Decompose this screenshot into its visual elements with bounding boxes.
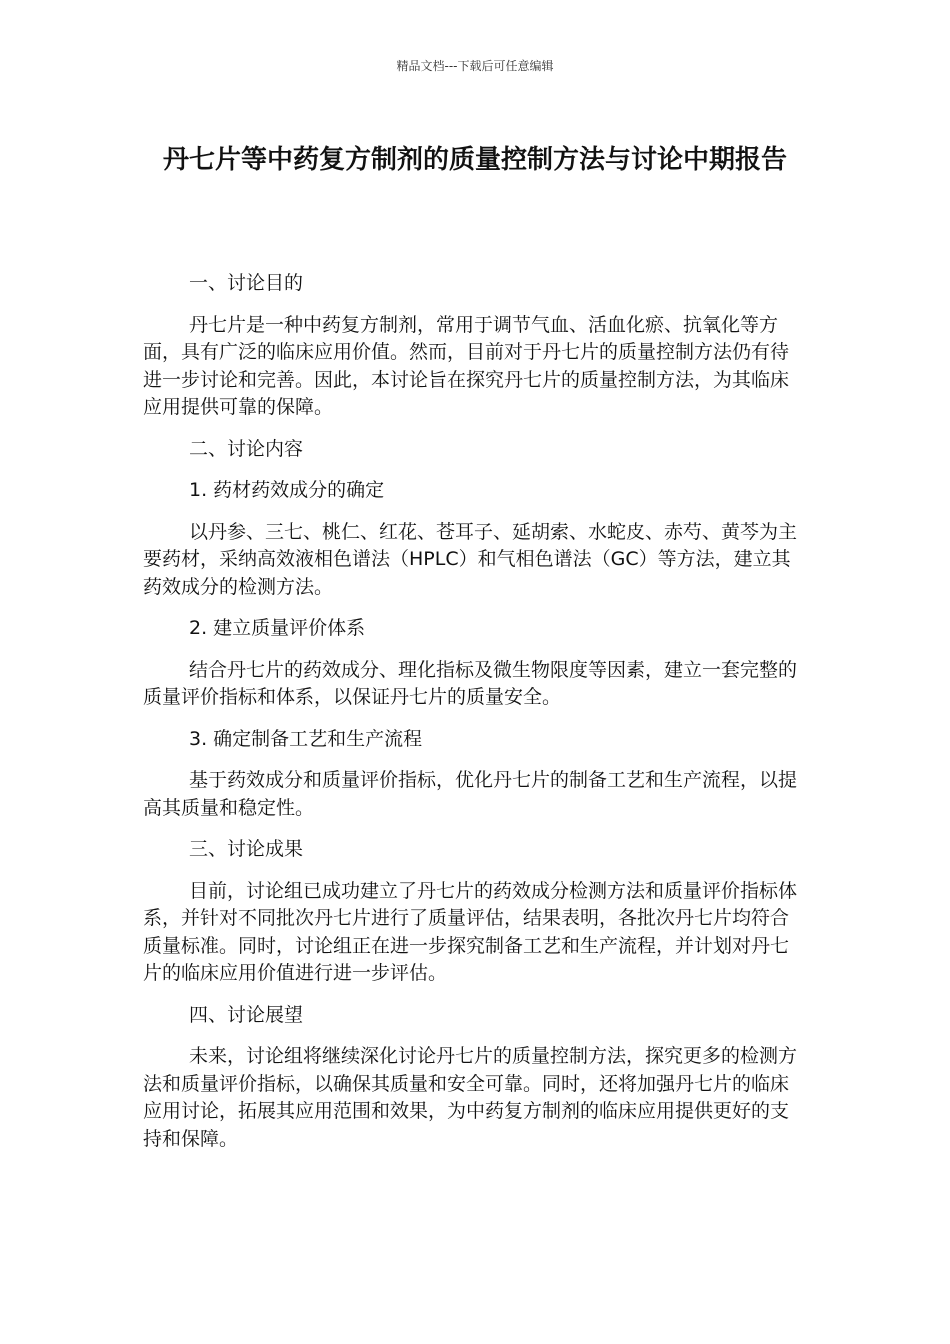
paragraph-outlook: 未来，讨论组将继续深化讨论丹七片的质量控制方法，探究更多的检测方法和质量评价指标，以确保其质量和安全可靠。同时，还将加强丹七片的临床应用讨论，拓展其应用范围和效果，为中药复方制剂的临床应用提供更好的支持和保障。 [143, 1045, 798, 1150]
paragraph-ingredients: 以丹参、三七、桃仁、红花、苍耳子、延胡索、水蛇皮、赤芍、黄芩为主要药材，采纳高效液相色谱法（HPLC）和气相色谱法（GC）等方法，建立其药效成分的检测方法。 [143, 520, 798, 598]
document-title: 丹七片等中药复方制剂的质量控制方法与讨论中期报告 [162, 145, 787, 175]
section-heading-results: 三、讨论成果 [189, 838, 304, 860]
document-body [143, 270, 803, 1167]
paragraph-purpose: 丹七片是一种中药复方制剂，常用于调节气血、活血化瘀、抗氧化等方面，具有广泛的临床应用价值。然而，目前对于丹七片的质量控制方法仍有待进一步讨论和完善。因此，本讨论旨在探究丹七片的质量控制方法，为其临床应用提供可靠的保障。 [143, 313, 790, 418]
page-header: 精品文档---下载后可任意编辑 [396, 59, 554, 73]
subheading-ingredients: 1. 药材药效成分的确定 [189, 479, 385, 501]
section-heading-outlook: 四、讨论展望 [189, 1003, 304, 1026]
paragraph-evaluation: 结合丹七片的药效成分、理化指标及微生物限度等因素，建立一套完整的质量评价指标和体系，以保证丹七片的质量安全。 [143, 658, 798, 708]
paragraph-process: 基于药效成分和质量评价指标，优化丹七片的制备工艺和生产流程，以提高其质量和稳定性。 [143, 769, 798, 819]
subheading-evaluation: 2. 建立质量评价体系 [189, 617, 366, 639]
subheading-process: 3. 确定制备工艺和生产流程 [189, 727, 423, 750]
paragraph-results: 目前，讨论组已成功建立了丹七片的药效成分检测方法和质量评价指标体系，并针对不同批次丹七片进行了质量评估，结果表明，各批次丹七片均符合质量标准。同时，讨论组正在进一步探究制备工艺和生产流程，并计划对丹七片的临床应用价值进行进一步评估。 [143, 879, 798, 984]
section-heading-content: 二、讨论内容 [189, 437, 304, 460]
section-heading-purpose: 一、讨论目的 [189, 272, 304, 294]
